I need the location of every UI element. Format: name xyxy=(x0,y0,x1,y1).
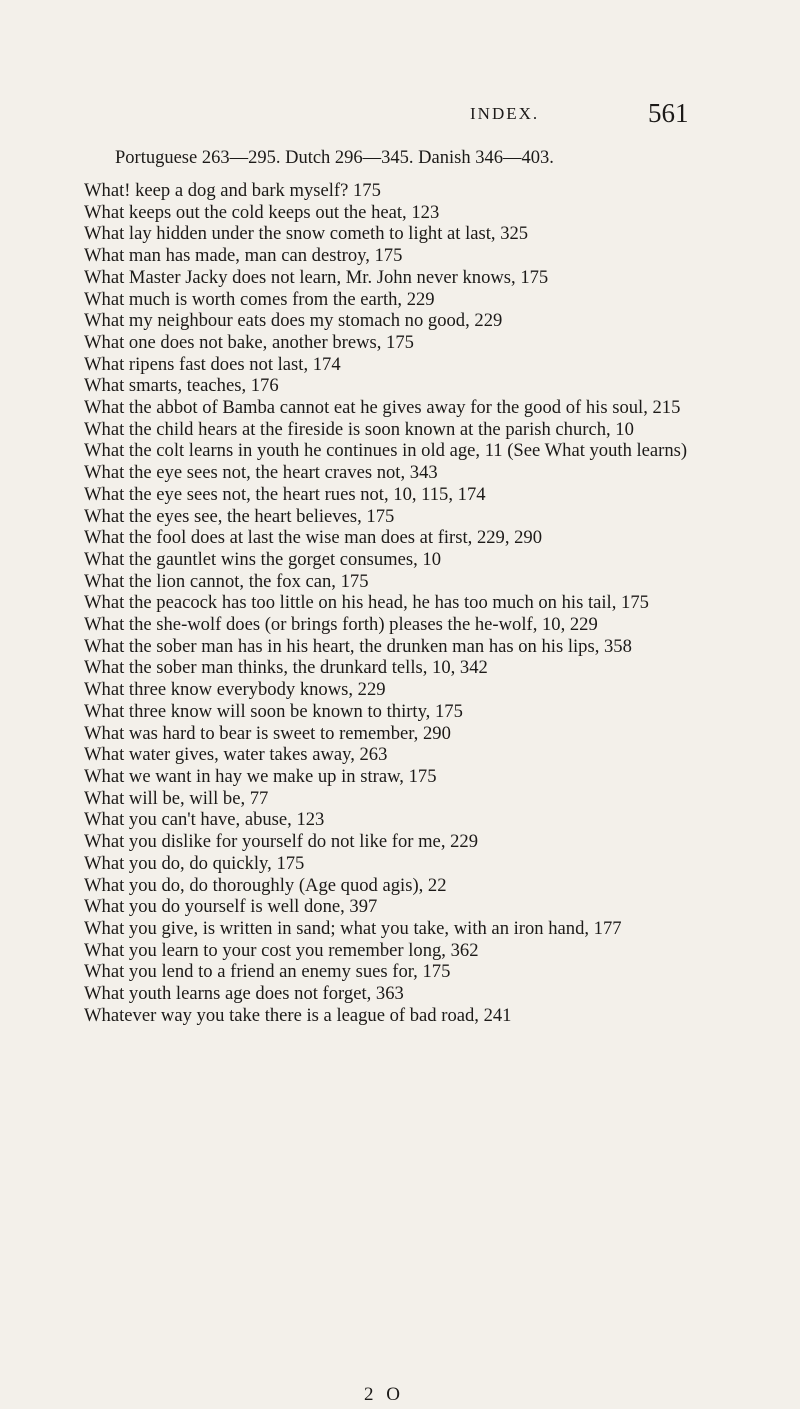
index-entry: What you do, do quickly, 175 xyxy=(84,852,305,874)
index-entry: What you learn to your cost you remember long, 362 xyxy=(84,939,479,961)
index-entry: What you dislike for yourself do not like for me, 229 xyxy=(84,831,479,853)
index-entry: What the lion cannot, the fox can, 175 xyxy=(84,570,369,592)
index-entry: What the eye sees not, the heart craves not, 343 xyxy=(84,462,438,484)
index-entry: What the sober man thinks, the drunkard tells, 10, 342 xyxy=(84,657,488,679)
index-entry: What you do, do thoroughly (Age quod agis), 22 xyxy=(84,874,447,896)
index-entry: What we want in hay we make up in straw, 175 xyxy=(84,765,437,787)
index-entry: What much is worth comes from the earth, 229 xyxy=(84,288,435,310)
index-entry: What will be, will be, 77 xyxy=(84,787,269,809)
index-entry: What you do yourself is well done, 397 xyxy=(84,896,378,918)
index-entry: What the gauntlet wins the gorget consumes, 10 xyxy=(84,548,441,570)
index-entry: What you lend to a friend an enemy sues for, 175 xyxy=(84,961,451,983)
index-entry: What the peacock has too little on his head, he has too much on his tail, 175 xyxy=(84,592,649,614)
index-entry: What you give, is written in sand; what you take, with an iron hand, 177 xyxy=(84,917,622,939)
index-entry: What you can't have, abuse, 123 xyxy=(84,809,325,831)
index-entry: What three know everybody knows, 229 xyxy=(84,679,386,701)
index-entry: What the she-wolf does (or brings forth) pleases the he-wolf, 10, 229 xyxy=(84,614,598,636)
index-entry: What one does not bake, another brews, 175 xyxy=(84,331,414,353)
index-entry: What my neighbour eats does my stomach no good, 229 xyxy=(84,310,503,332)
index-entry: What lay hidden under the snow cometh to light at last, 325 xyxy=(84,223,529,245)
index-entry: What the eyes see, the heart believes, 175 xyxy=(84,505,395,527)
index-entry: What youth learns age does not forget, 363 xyxy=(84,983,404,1005)
index-entry: What Master Jacky does not learn, Mr. John never knows, 175 xyxy=(84,266,549,288)
index-entry: What ripens fast does not last, 174 xyxy=(84,353,341,375)
index-entry: What the eye sees not, the heart rues not, 10, 115, 174 xyxy=(84,483,486,505)
section-subheading: Portuguese 263—295. Dutch 296—345. Danish 346—403. xyxy=(115,148,554,168)
index-entry: What man has made, man can destroy, 175 xyxy=(84,245,403,267)
signature-mark: 2 O xyxy=(364,1384,404,1405)
index-entry: What the abbot of Bamba cannot eat he gives away for the good of his soul, 215 xyxy=(84,397,681,419)
index-entry: Whatever way you take there is a league of bad road, 241 xyxy=(84,1004,512,1026)
running-title: INDEX. xyxy=(470,104,540,123)
page-header xyxy=(0,98,800,140)
index-entry: What was hard to bear is sweet to remember, 290 xyxy=(84,722,451,744)
index-entry: What water gives, water takes away, 263 xyxy=(84,744,388,766)
index-entry: What the child hears at the fireside is soon known at the parish church, 10 xyxy=(84,418,634,440)
index-entry: What the fool does at last the wise man does at first, 229, 290 xyxy=(84,527,543,549)
index-entry: What the colt learns in youth he continues in old age, 11 (See What youth learns) xyxy=(84,440,688,462)
page-footer xyxy=(0,1384,800,1406)
index-entry: What smarts, teaches, 176 xyxy=(84,375,279,397)
index-entry: What three know will soon be known to thirty, 175 xyxy=(84,700,463,722)
page-number: 561 xyxy=(648,98,689,128)
index-entry: What keeps out the cold keeps out the heat, 123 xyxy=(84,201,440,223)
index-entry: What! keep a dog and bark myself? 175 xyxy=(84,180,381,201)
index-entries xyxy=(84,180,770,1026)
index-entry: What the sober man has in his heart, the drunken man has on his lips, 358 xyxy=(84,635,632,657)
